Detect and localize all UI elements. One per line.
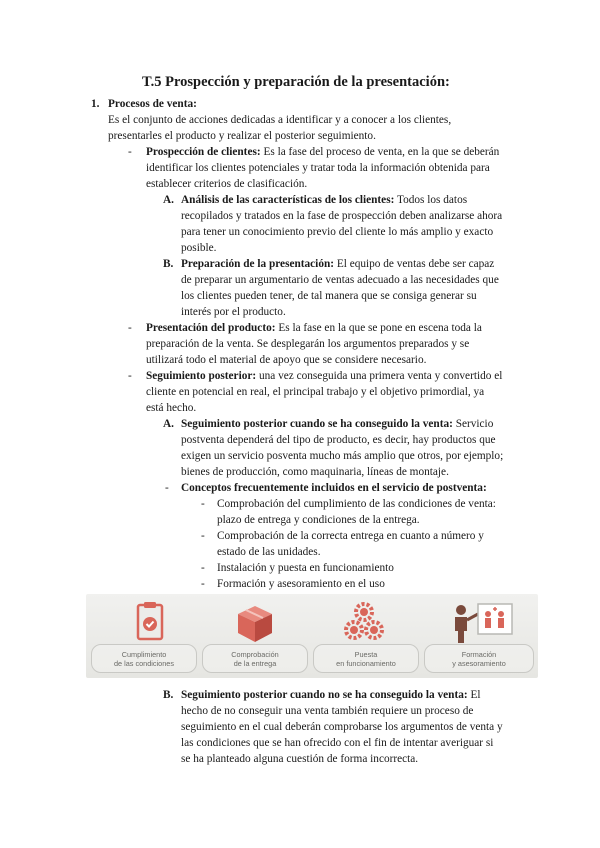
list-marker-b: B. (163, 689, 174, 701)
section-intro-line-2: presentarles el producto y realizar el posterior seguimiento. (108, 130, 376, 142)
sub-bullet-marker: - (201, 530, 205, 542)
analisis-line-3: para tener un conocimiento previo del cliente lo más amplio y exacto (181, 226, 494, 238)
concepto-item-3-line-1: Instalación y puesta en funcionamiento (217, 562, 394, 574)
sub-bullet-marker: - (201, 578, 205, 590)
section-heading: Procesos de venta: (108, 98, 197, 110)
sub-bullet-marker: - (201, 562, 205, 574)
presentacion-line-2: preparación de la venta. Se desplegarán los argumentos preparados y se (146, 338, 470, 350)
seguimiento-b-line-5: se ha planteado alguna cuestión de forma incorrecta. (181, 753, 419, 765)
analisis-line-1: Análisis de las características de los clientes: Todos los datos (181, 194, 468, 206)
concepto-item-2-line-1: Comprobación de la correcta entrega en cuanto a número y (217, 530, 484, 542)
seguimiento-b-line-2: hecho de no conseguir una venta también requiere un proceso de (181, 705, 474, 717)
conceptos-heading: Conceptos frecuentemente incluidos en el servicio de postventa: (181, 482, 487, 494)
figure-caption-2: Comprobación de la entrega (202, 644, 308, 673)
clipboard-check-icon (127, 600, 173, 644)
seguimiento-a-line-1: Seguimiento posterior cuando se ha conseguido la venta: Servicio (181, 418, 494, 430)
page-title: T.5 Prospección y preparación de la presentación: (142, 74, 450, 90)
prospeccion-line-2: identificar los clientes potenciales y tratar toda la información obtenida para (146, 162, 490, 174)
preparacion-line-3: los clientes pueden tener, de tal manera que se consiga generar su (181, 290, 477, 302)
seguimiento-line-1: Seguimiento posterior: una vez conseguida una primera venta y convertido el (146, 370, 503, 382)
bullet-marker: - (128, 146, 132, 158)
preparacion-line-1: Preparación de la presentación: El equipo de ventas debe ser capaz (181, 258, 495, 270)
preparacion-line-4: interés por el producto. (181, 306, 286, 318)
postventa-figure (86, 594, 538, 678)
figure-caption-3: Puesta en funcionamiento (313, 644, 419, 673)
seguimiento-line-3: está hecho. (146, 402, 197, 414)
bullet-marker: - (128, 370, 132, 382)
list-marker-a: A. (163, 418, 174, 430)
seguimiento-b-line-4: las condiciones que se han ofrecido con el fin de intentar averiguar si (181, 737, 494, 749)
list-marker-a: A. (163, 194, 174, 206)
seguimiento-a-line-4: bienes de producción, como maquinaria, líneas de montaje. (181, 466, 449, 478)
concepto-item-4-line-1: Formación y asesoramiento en el uso (217, 578, 385, 590)
seguimiento-b-line-3: seguimiento en el cual deberán comprobarse los argumentos de venta y (181, 721, 503, 733)
presentacion-line-3: utilizará todo el material de apoyo que se considere necesario. (146, 354, 427, 366)
package-box-icon (232, 600, 278, 644)
concepto-item-2-line-2: estado de las unidades. (217, 546, 321, 558)
sub-bullet-marker: - (201, 498, 205, 510)
preparacion-line-2: de preparar un argumentario de ventas adecuado a las necesidades que (181, 274, 499, 286)
seguimiento-b-line-1: Seguimiento posterior cuando no se ha conseguido la venta: El (181, 689, 481, 701)
prospeccion-line-1: Prospección de clientes: Es la fase del proceso de venta, en la que se deberán (146, 146, 500, 158)
section-intro-line-1: Es el conjunto de acciones dedicadas a identificar y a conocer a los clientes, (108, 114, 452, 126)
concepto-item-1-line-2: plazo de entrega y condiciones de la entrega. (217, 514, 420, 526)
seguimiento-a-line-2: postventa dependerá del tipo de producto, es decir, hay productos que (181, 434, 496, 446)
seguimiento-line-2: cliente en potencial en real, el principal trabajo y el objetivo primordial, ya (146, 386, 485, 398)
list-marker-b: B. (163, 258, 174, 270)
presenter-board-icon (448, 600, 518, 644)
figure-caption-1: Cumplimiento de las condiciones (91, 644, 197, 673)
seguimiento-a-line-3: exigen un servicio posventa mucho más amplio que otros, por ejemplo; (181, 450, 504, 462)
presentacion-line-1: Presentación del producto: Es la fase en la que se pone en escena toda la (146, 322, 482, 334)
gears-icon (341, 600, 387, 644)
analisis-line-2: recopilados y tratados en la fase de prospección deben analizarse ahora (181, 210, 503, 222)
section-number: 1. (91, 98, 100, 110)
bullet-marker: - (128, 322, 132, 334)
analisis-line-4: posible. (181, 242, 217, 254)
figure-caption-4: Formación y asesoramiento (424, 644, 534, 673)
bullet-marker: - (165, 482, 169, 494)
concepto-item-1-line-1: Comprobación del cumplimiento de las condiciones de venta: (217, 498, 496, 510)
prospeccion-line-3: establecer criterios de clasificación. (146, 178, 308, 190)
